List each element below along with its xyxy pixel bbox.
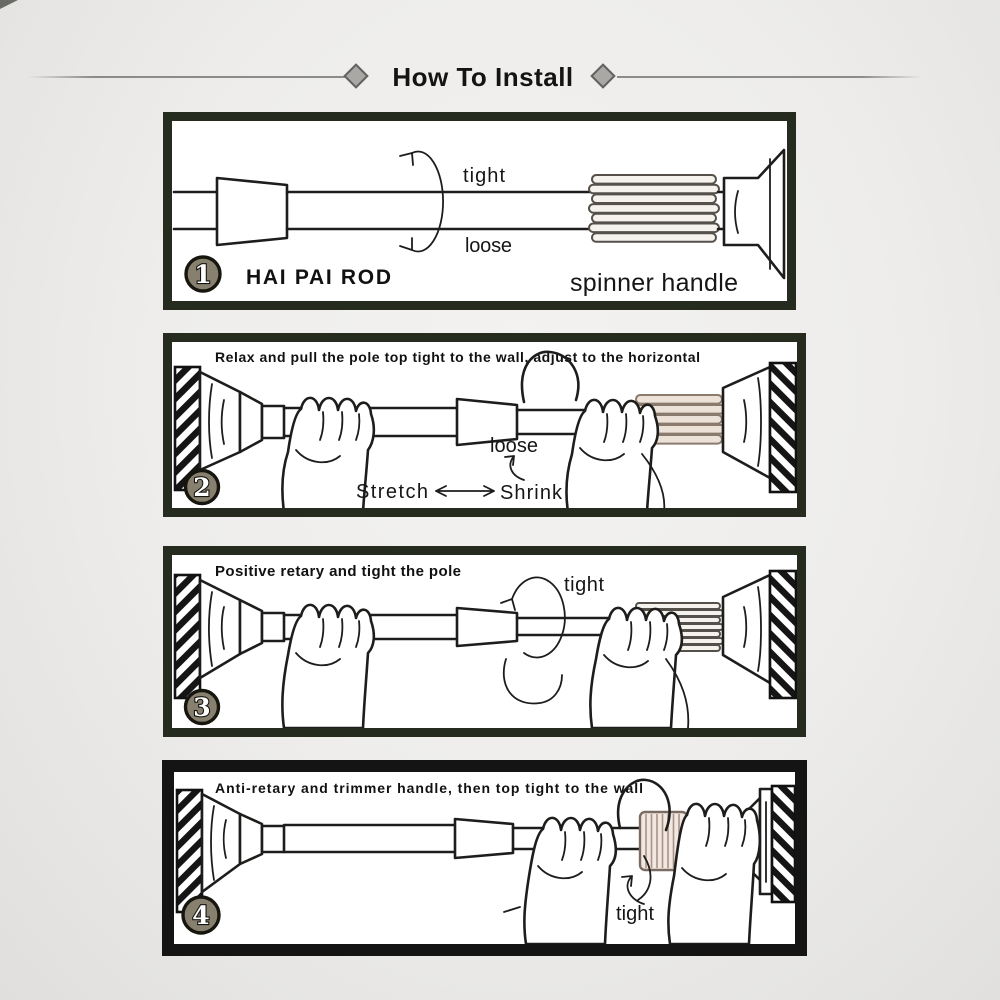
tight-label: tight (616, 903, 654, 925)
step-number: 2 (193, 473, 211, 502)
shrink-label: Shrink (500, 482, 562, 504)
loose-label: loose (465, 235, 512, 257)
flange-left (200, 372, 284, 470)
wall-right (770, 571, 796, 698)
install-step-panel-4 (162, 760, 807, 956)
rod (174, 178, 592, 245)
step-caption: Positive retary and tight the pole (215, 563, 461, 580)
step-badge (186, 691, 219, 724)
tight-label: tight (463, 165, 505, 187)
hand-left (282, 605, 373, 728)
wall-left (175, 575, 200, 698)
hand-right (590, 608, 688, 728)
wall-right (770, 363, 796, 492)
step-caption: Relax and pull the pole top tight to the wall, adjust to the horizontal (215, 349, 700, 365)
step-number: 4 (192, 901, 210, 930)
photo-corner-artifact (0, 0, 18, 9)
step3-illustration (172, 555, 797, 728)
flange-right (723, 575, 770, 683)
flange-left (200, 580, 284, 678)
install-step-panel-2 (163, 333, 806, 517)
step4-illustration (174, 772, 795, 944)
flange-left (202, 794, 284, 892)
hand-right (668, 804, 759, 944)
step2-illustration (172, 342, 797, 508)
spinner-handle-label: spinner handle (570, 269, 738, 297)
step1-illustration (172, 121, 787, 301)
install-step-panel-1 (163, 112, 796, 310)
wall-right (772, 786, 795, 902)
loose-label: loose (490, 435, 538, 457)
rod-coupler (217, 178, 287, 245)
step-badge (186, 257, 220, 291)
diamond-icon (590, 63, 615, 88)
header-rule-left (28, 76, 346, 78)
wall-left (177, 790, 202, 912)
stretch-label: Stretch (356, 481, 428, 503)
install-step-panel-3 (163, 546, 806, 737)
step-caption: Anti-retary and trimmer handle, then top tight to the wall (215, 780, 643, 796)
loose-arrow (505, 456, 524, 480)
hand-left (504, 818, 616, 944)
stretch-shrink-arrow (436, 486, 494, 496)
rod-coupler (455, 819, 513, 858)
tight-arrow (622, 876, 644, 904)
header-rule-right (617, 76, 922, 78)
step-number: 3 (193, 693, 211, 722)
end-flange (718, 150, 784, 278)
step-badge (183, 897, 219, 933)
tight-label: tight (564, 574, 604, 596)
step-badge (186, 471, 219, 504)
brand-label: HAI PAI ROD (246, 266, 392, 289)
rotation-arrow (400, 152, 443, 252)
step-number: 1 (194, 260, 212, 289)
flange-right (723, 367, 770, 478)
spinner-ribs (589, 175, 719, 242)
hand-right (566, 400, 664, 508)
page-title: How To Install (392, 62, 574, 92)
rod-coupler (457, 608, 517, 646)
diamond-icon (343, 63, 368, 88)
